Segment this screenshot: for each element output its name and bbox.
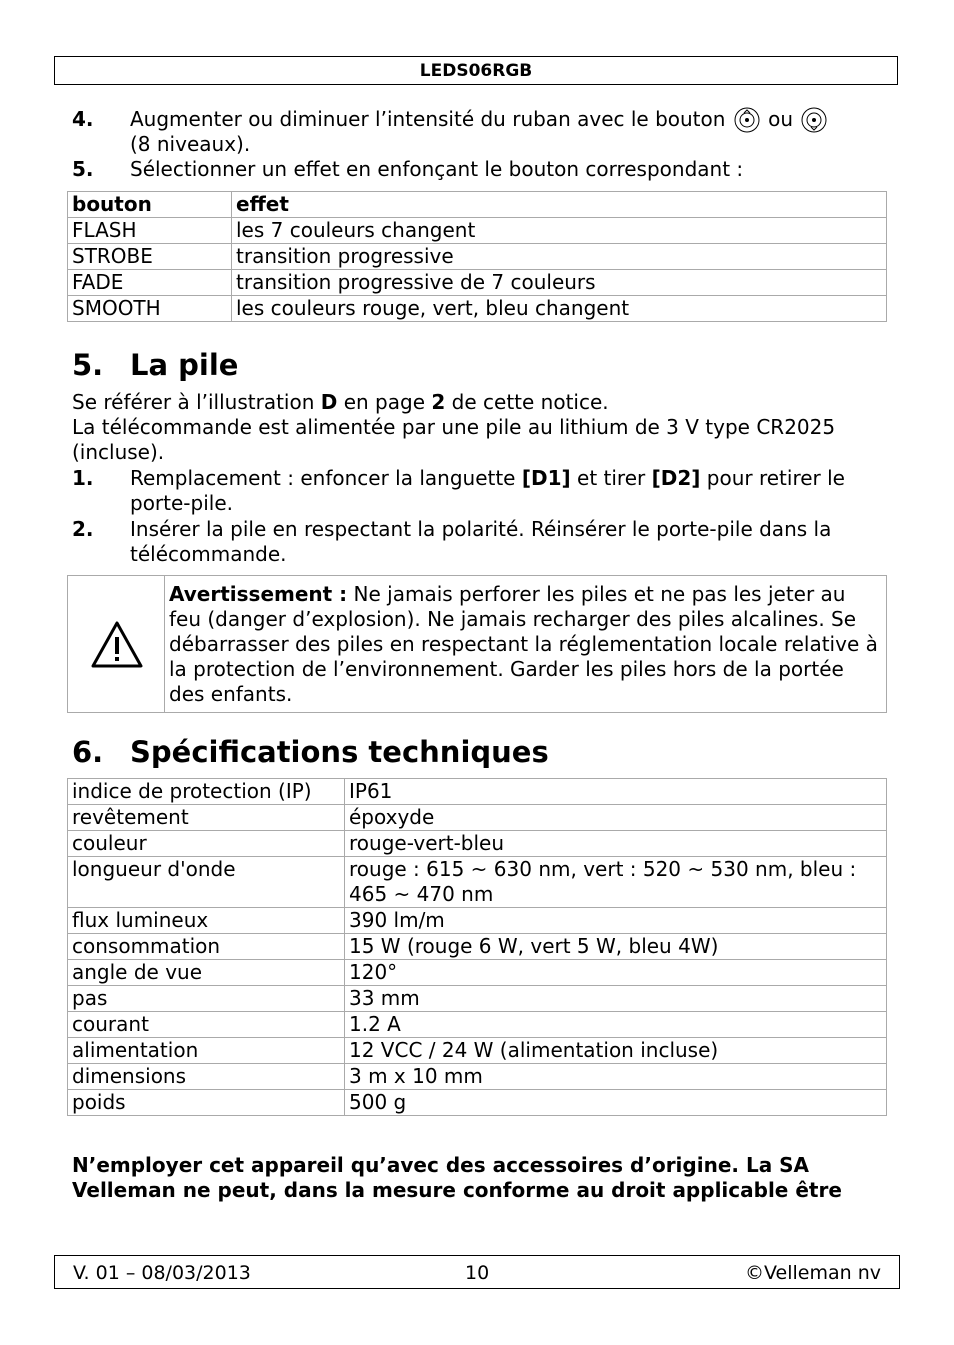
column-header: effet — [232, 192, 887, 218]
table-cell: 12 VCC / 24 W (alimentation incluse) — [345, 1038, 887, 1064]
step-number: 5. — [72, 157, 94, 181]
table-cell: SMOOTH — [68, 296, 232, 322]
warning-box — [67, 575, 887, 713]
table-cell: rouge-vert-bleu — [345, 831, 887, 857]
warning-icon-cell — [68, 576, 165, 712]
table-cell: rouge : 615 ~ 630 nm, vert : 520 ~ 530 nm, bleu : 465 ~ 470 nm — [345, 857, 887, 908]
table-cell: flux lumineux — [68, 908, 345, 934]
table-cell: consommation — [68, 934, 345, 960]
table-header-row — [68, 192, 887, 218]
specifications-table — [67, 778, 887, 1116]
table-row — [68, 1064, 887, 1090]
table-row — [68, 805, 887, 831]
table-cell: époxyde — [345, 805, 887, 831]
table-row — [68, 960, 887, 986]
version-date: V. 01 – 08/03/2013 — [73, 1262, 251, 1284]
page-number: 10 — [465, 1262, 490, 1284]
table-cell: les 7 couleurs changent — [232, 218, 887, 244]
table-cell: 390 lm/m — [345, 908, 887, 934]
table-cell: 33 mm — [345, 986, 887, 1012]
table-row — [68, 986, 887, 1012]
table-cell: STROBE — [68, 244, 232, 270]
intro-paragraph — [72, 390, 882, 415]
table-cell: 500 g — [345, 1090, 887, 1116]
table-row — [68, 779, 887, 805]
step-text-part: et tirer — [570, 466, 652, 490]
section-heading — [72, 735, 549, 769]
closing-notice: N’employer cet appareil qu’avec des accessoires d’origine. La SA Velleman ne peut, dans la mesure conforme au droit applicable être — [72, 1153, 842, 1202]
effects-table — [67, 191, 887, 322]
step-number: 4. — [72, 107, 94, 131]
step-4-suffix: (8 niveaux). — [130, 132, 251, 156]
step-text-part: Remplacement : enfoncer la languette — [130, 466, 522, 490]
table-cell: 120° — [345, 960, 887, 986]
table-cell: les couleurs rouge, vert, bleu changent — [232, 296, 887, 322]
step-number: 2. — [72, 517, 94, 541]
table-cell: FLASH — [68, 218, 232, 244]
table-cell: angle de vue — [68, 960, 345, 986]
table-row — [68, 296, 887, 322]
table-cell: transition progressive — [232, 244, 887, 270]
warning-label: Avertissement : — [169, 582, 348, 606]
table-cell: revêtement — [68, 805, 345, 831]
model-number: LEDS06RGB — [419, 61, 533, 81]
table-row — [68, 831, 887, 857]
table-cell: FADE — [68, 270, 232, 296]
section-number: 6. — [72, 735, 104, 769]
table-row — [68, 1012, 887, 1038]
warning-text — [169, 582, 881, 707]
table-cell: 15 W (rouge 6 W, vert 5 W, bleu 4W) — [345, 934, 887, 960]
section-title: Spécifications techniques — [130, 735, 549, 769]
warning-triangle-icon — [90, 620, 144, 670]
step-ref: [D1] — [521, 466, 571, 490]
step-4-text: Augmenter ou diminuer l’intensité du ruban avec le bouton — [130, 107, 726, 131]
table-cell: couleur — [68, 831, 345, 857]
table-row — [68, 908, 887, 934]
table-row — [68, 270, 887, 296]
copyright: ©Velleman nv — [745, 1262, 881, 1284]
table-row — [68, 244, 887, 270]
table-row — [68, 934, 887, 960]
column-header: bouton — [68, 192, 232, 218]
intro-text: Se référer à l’illustration — [72, 390, 321, 414]
step-number: 1. — [72, 466, 94, 490]
step-text-part: pour retirer le porte-pile. — [130, 466, 845, 515]
table-cell: 3 m x 10 mm — [345, 1064, 887, 1090]
table-cell: transition progressive de 7 couleurs — [232, 270, 887, 296]
battery-paragraph: La télécommande est alimentée par une pile au lithium de 3 V type CR2025 (incluse). — [72, 415, 836, 464]
table-row — [68, 218, 887, 244]
table-cell: courant — [68, 1012, 345, 1038]
table-cell: pas — [68, 986, 345, 1012]
table-cell: dimensions — [68, 1064, 345, 1090]
table-row — [68, 857, 887, 908]
table-row — [68, 1038, 887, 1064]
section-title: La pile — [130, 348, 239, 382]
intro-text: de cette notice. — [445, 390, 609, 414]
intro-figure-ref: D — [320, 390, 338, 414]
table-row — [68, 1090, 887, 1116]
step-text — [130, 466, 875, 516]
page-footer — [54, 1255, 900, 1289]
intro-text: en page — [337, 390, 432, 414]
section-heading — [72, 348, 238, 382]
step-text: Insérer la pile en respectant la polarité. Réinsérer le porte-pile dans la télécommande. — [130, 517, 832, 566]
step-4-connector: ou — [768, 107, 794, 131]
intro-page-ref: 2 — [431, 390, 446, 414]
table-cell: IP61 — [345, 779, 887, 805]
table-cell: indice de protection (IP) — [68, 779, 345, 805]
table-cell: poids — [68, 1090, 345, 1116]
page-header — [54, 56, 898, 85]
section-number: 5. — [72, 348, 104, 382]
table-cell: alimentation — [68, 1038, 345, 1064]
warning-body: Ne jamais perforer les piles et ne pas les jeter au feu (danger d’explosion). Ne jamais recharger des piles alcalines. Se débarrasser des piles en respectant la réglementation locale relative à la protection de l’environnement. Garder les piles hors de la portée des enfants. — [169, 582, 878, 706]
table-cell: longueur d'onde — [68, 857, 345, 908]
step-ref: [D2] — [651, 466, 701, 490]
step-text: Sélectionner un effet en enfonçant le bouton correspondant : — [130, 157, 744, 181]
table-cell: 1.2 A — [345, 1012, 887, 1038]
